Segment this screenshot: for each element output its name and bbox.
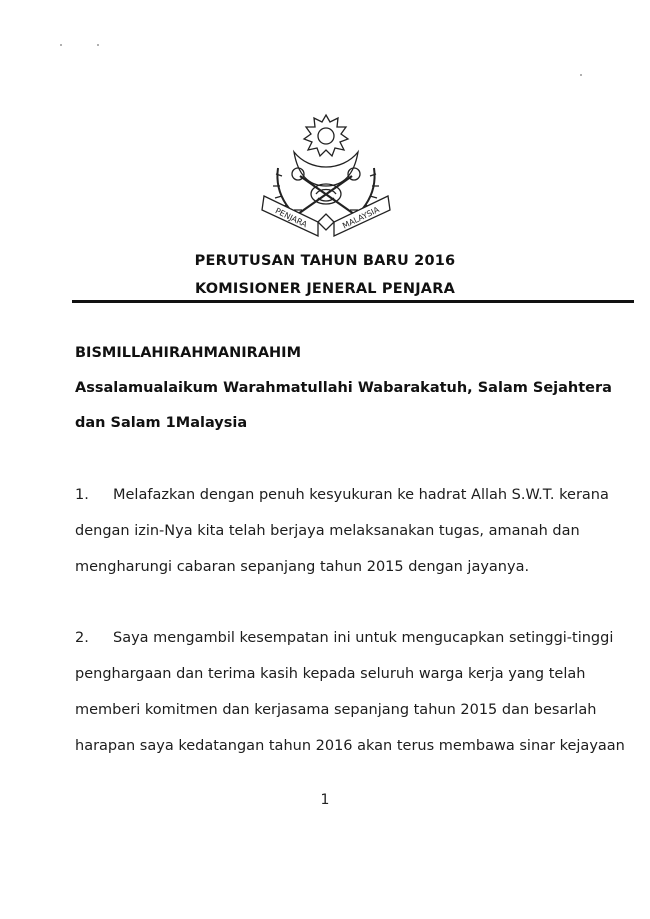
document-title: PERUTUSAN TAHUN BARU 2016 xyxy=(194,253,456,269)
paragraph-2 xyxy=(75,628,625,772)
paragraph-line: mengharungi cabaran sepanjang tahun 2015 dengan jayanya. xyxy=(75,559,530,575)
emblem-label-right: MALAYSIA xyxy=(341,205,381,231)
scan-speck xyxy=(60,44,62,46)
paragraph-line: harapan saya kedatangan tahun 2016 akan terus membawa sinar kejayaan xyxy=(75,738,625,754)
greeting-salam-continued: dan Salam 1Malaysia xyxy=(75,415,248,431)
paragraph-line xyxy=(75,485,609,521)
emblem-label-left: PENJARA xyxy=(273,206,309,230)
scan-speck xyxy=(580,74,582,76)
scan-speck xyxy=(97,44,99,46)
greeting-salam: Assalamualaikum Warahmatullahi Wabarakatuh, Salam Sejahtera xyxy=(75,380,612,396)
paragraph-number: 2. xyxy=(75,630,89,646)
paragraph-number: 1. xyxy=(75,487,89,503)
paragraph-1 xyxy=(75,485,609,593)
prison-crest-icon xyxy=(258,110,394,240)
paragraph-line: memberi komitmen dan kerjasama sepanjang tahun 2015 dan besarlah xyxy=(75,702,597,718)
greeting-bismillah: BISMILLAHIRAHMANIRAHIM xyxy=(75,345,301,361)
page-number: 1 xyxy=(320,792,330,808)
paragraph-line: dengan izin-Nya kita telah berjaya melaksanakan tugas, amanah dan xyxy=(75,523,580,539)
header-divider xyxy=(72,300,634,303)
paragraph-text: Melafazkan dengan penuh kesyukuran ke hadrat Allah S.W.T. kerana xyxy=(113,487,609,503)
paragraph-line: penghargaan dan terima kasih kepada seluruh warga kerja yang telah xyxy=(75,666,586,682)
paragraph-line xyxy=(75,628,614,664)
paragraph-text: Saya mengambil kesempatan ini untuk mengucapkan setinggi-tinggi xyxy=(113,630,614,646)
document-subtitle: KOMISIONER JENERAL PENJARA xyxy=(194,281,456,297)
